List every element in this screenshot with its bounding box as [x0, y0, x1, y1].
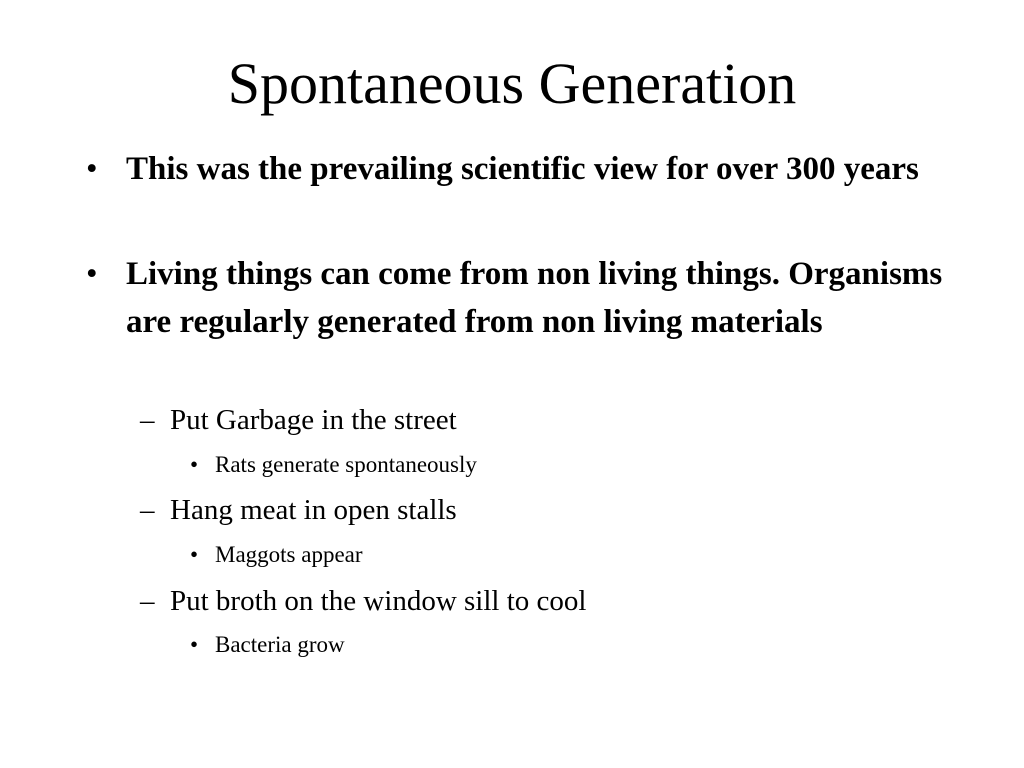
sub-sub-bullet-3 [190, 629, 890, 661]
sub-sub-bullet-text: Rats generate spontaneously [215, 452, 477, 477]
dash-marker: – [140, 494, 155, 526]
bullet-point-1 [86, 145, 946, 193]
bullet-point-2 [86, 250, 946, 346]
sub-bullet-3 [140, 581, 940, 621]
bullet-marker: • [190, 632, 199, 657]
bullet-text: Living things can come from non living things. Organisms are regularly generated from non living materials [126, 256, 943, 340]
dash-marker: – [140, 585, 155, 617]
slide-title: Spontaneous Generation [227, 51, 797, 116]
sub-sub-bullet-text: Bacteria grow [215, 632, 345, 657]
bullet-marker: • [86, 151, 98, 187]
sub-sub-bullet-1 [190, 449, 890, 481]
sub-bullet-text: Hang meat in open stalls [170, 494, 457, 526]
bullet-marker: • [86, 256, 98, 292]
sub-bullet-text: Put Garbage in the street [170, 404, 457, 436]
bullet-text: This was the prevailing scientific view for over 300 years [126, 151, 919, 187]
sub-bullet-text: Put broth on the window sill to cool [170, 585, 587, 617]
bullet-marker: • [190, 542, 199, 567]
bullet-marker: • [190, 452, 199, 477]
sub-bullet-1 [140, 400, 940, 440]
sub-sub-bullet-2 [190, 539, 890, 571]
sub-bullet-2 [140, 490, 940, 530]
dash-marker: – [140, 404, 155, 436]
sub-sub-bullet-text: Maggots appear [215, 542, 363, 567]
